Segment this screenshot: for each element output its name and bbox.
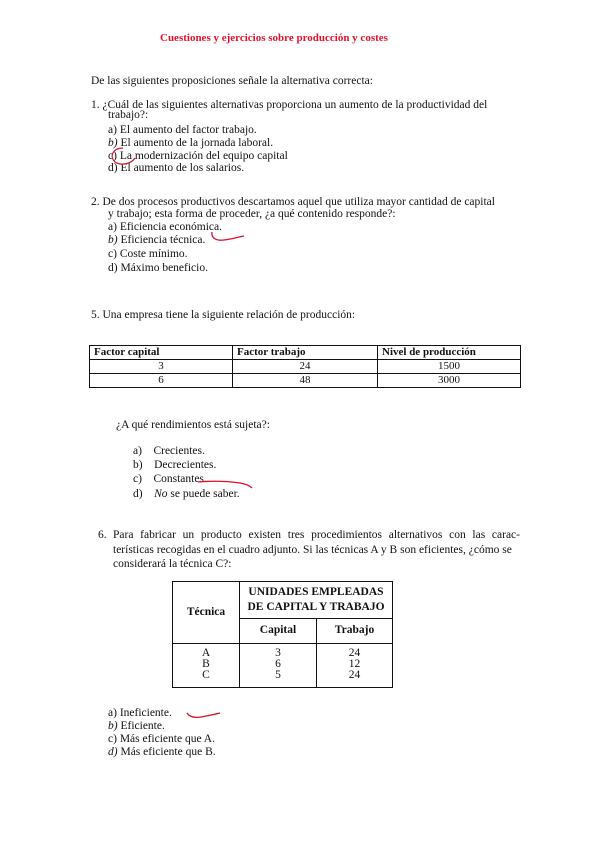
group-header-line2: DE CAPITAL Y TRABAJO bbox=[247, 601, 385, 613]
capital-cell bbox=[240, 644, 317, 688]
capital-c: 5 bbox=[275, 669, 281, 681]
option-text: Eficiencia técnica. bbox=[120, 234, 206, 246]
tecnica-c: C bbox=[202, 669, 210, 681]
group-header-line1: UNIDADES EMPLEADAS bbox=[248, 586, 384, 598]
table-header-row bbox=[90, 346, 521, 360]
answer-underline-mark bbox=[184, 709, 224, 721]
option-text: Coste mínimo. bbox=[119, 248, 188, 260]
option-label: a) bbox=[108, 221, 117, 233]
answer-underline-mark bbox=[208, 230, 248, 244]
option-text: Crecientes. bbox=[153, 445, 205, 457]
trabajo-b: 12 bbox=[348, 658, 361, 670]
q2-option-d bbox=[108, 262, 208, 275]
col-capital: Capital bbox=[240, 619, 317, 644]
answer-circle-mark bbox=[109, 146, 139, 168]
tecnica-a: A bbox=[201, 647, 211, 659]
option-label: d) bbox=[108, 162, 118, 174]
table-cell: 24 bbox=[233, 360, 378, 374]
option-text: El aumento del factor trabajo. bbox=[119, 124, 257, 136]
q2-text-line2: y trabajo; esta forma de proceder, ¿a qué contenido responde?: bbox=[108, 208, 396, 220]
q6-option-a bbox=[108, 707, 172, 720]
capital-a: 3 bbox=[275, 647, 281, 659]
option-label: b) bbox=[133, 459, 143, 471]
option-text-italic: No bbox=[154, 488, 168, 500]
option-label: c) bbox=[133, 473, 142, 485]
option-text: Más eficiente que A. bbox=[119, 733, 215, 745]
option-text: Constantes. bbox=[153, 473, 207, 485]
table-row bbox=[90, 374, 521, 388]
trabajo-c: 24 bbox=[348, 669, 361, 681]
table-cell: 6 bbox=[90, 374, 233, 388]
option-text: se puede saber. bbox=[167, 488, 240, 500]
option-text: Eficiencia económica. bbox=[119, 221, 222, 233]
option-label: a) bbox=[108, 124, 117, 136]
tecnica-cell bbox=[173, 644, 240, 688]
q6-text-line1: Para fabricar un producto existen tres procedimientos alternativos con las carac- bbox=[113, 529, 520, 541]
option-text: Máximo beneficio. bbox=[120, 262, 208, 274]
q6-number: 6. bbox=[98, 529, 107, 541]
col-trabajo: Trabajo bbox=[317, 619, 393, 644]
option-label: c) bbox=[108, 150, 117, 162]
q5-text: 5. Una empresa tiene la siguiente relación de producción: bbox=[91, 309, 356, 321]
answer-underline-mark bbox=[196, 478, 256, 492]
q5-option-b bbox=[133, 459, 216, 472]
option-label: c) bbox=[108, 733, 117, 745]
option-label: a) bbox=[108, 707, 117, 719]
table-cell: 3 bbox=[90, 360, 233, 374]
q1-text-line2: trabajo?: bbox=[108, 109, 149, 121]
q6-option-b bbox=[108, 720, 165, 733]
q2-text-line1: 2. De dos procesos productivos descartamos aquel que utiliza mayor cantidad de capital bbox=[91, 196, 495, 208]
q6-text-line3: considerará la técnica C?: bbox=[113, 558, 232, 570]
q2-option-c bbox=[108, 248, 188, 261]
option-text: Más eficiente que B. bbox=[120, 746, 216, 758]
q6-option-d bbox=[108, 746, 216, 759]
option-text: Decrecientes. bbox=[154, 459, 217, 471]
option-label: a) bbox=[133, 445, 142, 457]
trabajo-cell bbox=[317, 644, 393, 688]
table-cell: 48 bbox=[233, 374, 378, 388]
table-header-row bbox=[173, 582, 393, 619]
option-label: d) bbox=[133, 488, 143, 500]
q2-option-a bbox=[108, 221, 222, 234]
table-cell: 3000 bbox=[378, 374, 521, 388]
option-label: d) bbox=[108, 746, 118, 758]
option-text: Eficiente. bbox=[120, 720, 165, 732]
option-text: El aumento de la jornada laboral. bbox=[120, 137, 274, 149]
col-factor-trabajo: Factor trabajo bbox=[233, 346, 378, 360]
col-tecnica: Técnica bbox=[173, 582, 240, 644]
production-table bbox=[89, 345, 521, 388]
q1-option-a bbox=[108, 124, 257, 137]
capital-b: 6 bbox=[275, 658, 281, 670]
q1-text-line1: 1. ¿Cuál de las siguientes alternativas proporciona un aumento de la productividad del bbox=[91, 99, 488, 111]
option-label: b) bbox=[108, 720, 118, 732]
col-nivel-produccion: Nivel de producción bbox=[378, 346, 521, 360]
page-title: Cuestiones y ejercicios sobre producción y costes bbox=[160, 32, 388, 44]
option-text: La modernización del equipo capital bbox=[119, 150, 288, 162]
q6-option-c bbox=[108, 733, 215, 746]
q6-text-line2: terísticas recogidas en el cuadro adjunto. Si las técnicas A y B son eficientes, ¿cómo se bbox=[113, 544, 512, 556]
table-row bbox=[90, 360, 521, 374]
option-text: El aumento de los salarios. bbox=[120, 162, 245, 174]
tecnica-b: B bbox=[202, 658, 210, 670]
q5-question: ¿A qué rendimientos está sujeta?: bbox=[116, 419, 270, 431]
group-header bbox=[240, 582, 393, 619]
option-label: d) bbox=[108, 262, 118, 274]
option-label: b) bbox=[108, 137, 118, 149]
techniques-table bbox=[172, 581, 393, 688]
trabajo-a: 24 bbox=[348, 647, 361, 659]
option-text: Ineficiente. bbox=[119, 707, 172, 719]
table-row bbox=[173, 644, 393, 688]
q5-option-a bbox=[133, 445, 205, 458]
instruction: De las siguientes proposiciones señale la alternativa correcta: bbox=[91, 75, 373, 87]
option-label: c) bbox=[108, 248, 117, 260]
col-factor-capital: Factor capital bbox=[90, 346, 233, 360]
q2-option-b bbox=[108, 234, 205, 247]
option-label: b) bbox=[108, 234, 118, 246]
table-cell: 1500 bbox=[378, 360, 521, 374]
